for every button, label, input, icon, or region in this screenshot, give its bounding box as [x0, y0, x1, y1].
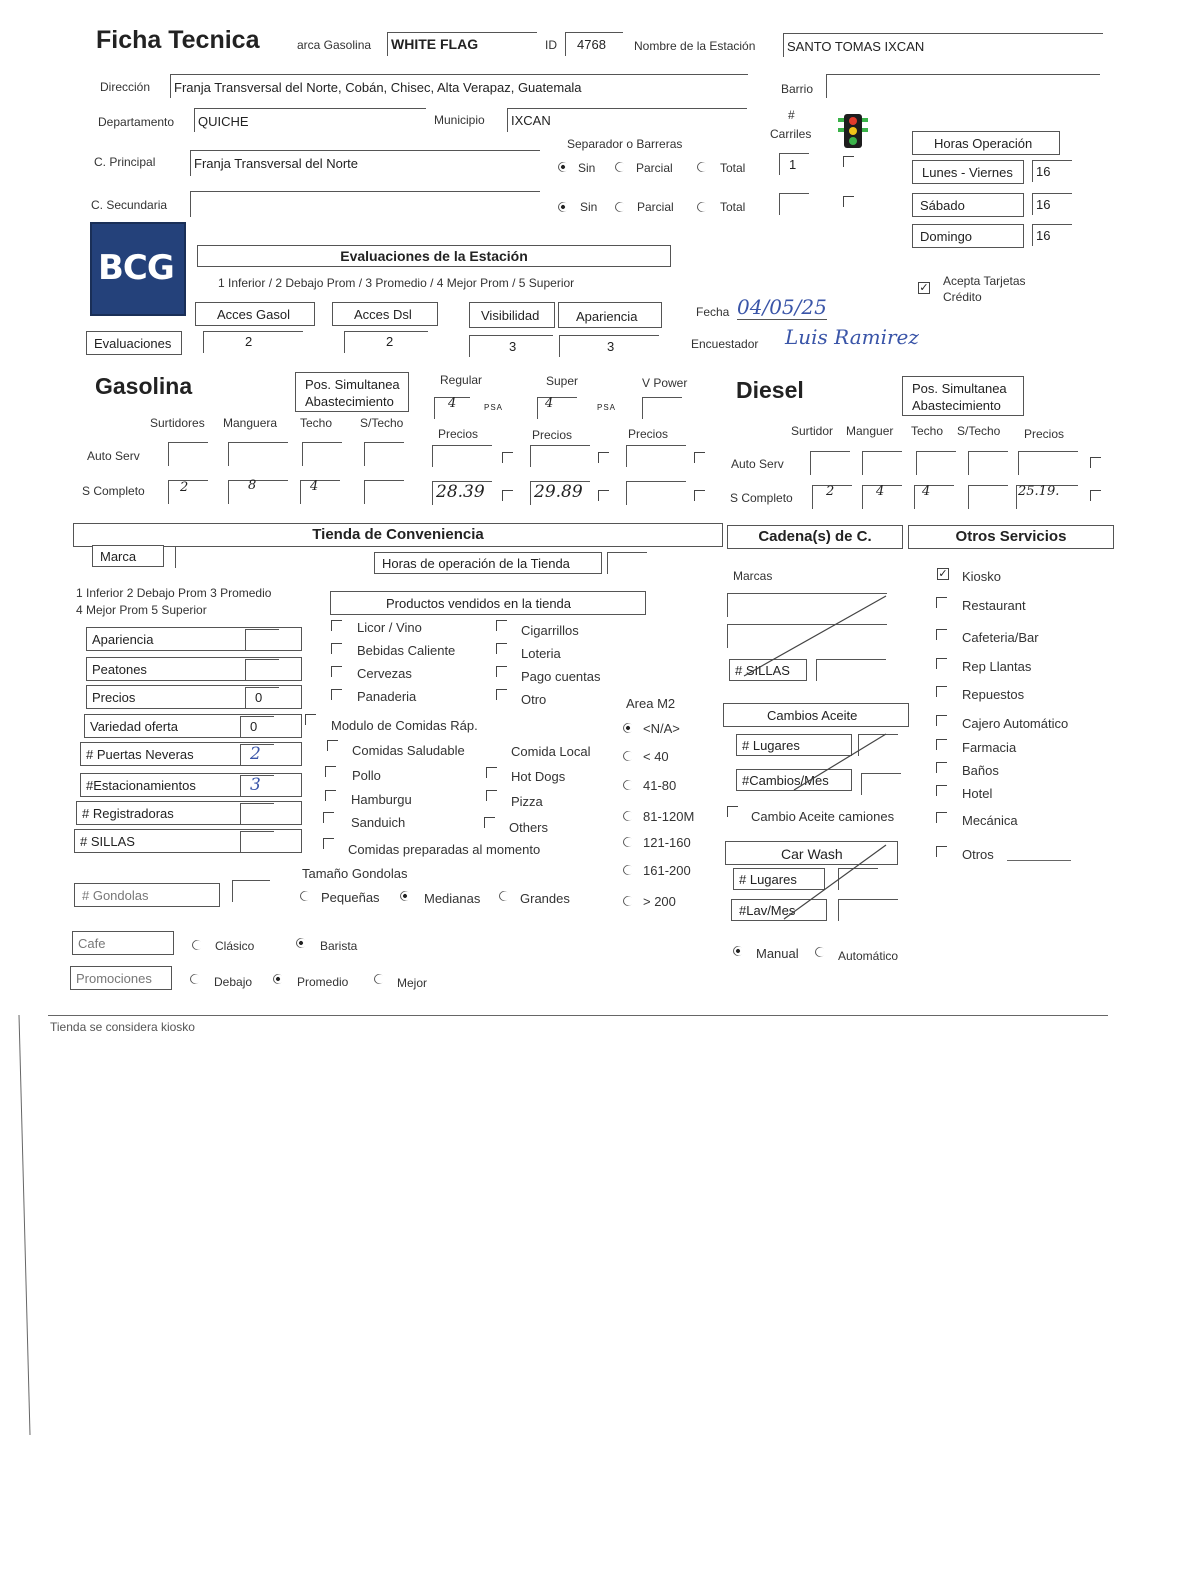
separador-label: Separador o Barreras	[567, 137, 683, 151]
gas-sc-super[interactable]	[530, 481, 590, 505]
traffic-light-icon	[838, 112, 868, 150]
rating-field-0[interactable]	[245, 629, 279, 651]
area-label-6: > 200	[643, 894, 676, 909]
automatico-radio[interactable]	[813, 945, 827, 959]
estacion-label: Nombre de la Estación	[634, 39, 756, 53]
marca-gasolina-label: arca Gasolina	[297, 38, 372, 52]
municipio-field[interactable]	[507, 108, 747, 132]
secundaria-total-label: Total	[720, 200, 746, 214]
rating-label-text: # SILLAS	[80, 834, 135, 849]
tienda-marca-label: Marca	[92, 545, 164, 567]
separador-sin-radio[interactable]	[556, 160, 570, 174]
tienda-title: Tienda de Conveniencia	[73, 523, 723, 547]
cadena-marcas-label: Marcas	[733, 569, 773, 583]
gas-as-super-cb[interactable]	[598, 452, 609, 463]
producto-b-label-0: Cigarrillos	[521, 623, 579, 638]
producto-a-cb-2[interactable]	[331, 666, 342, 677]
gas-sc-stecho[interactable]	[364, 480, 404, 504]
visibilidad-header: Visibilidad	[469, 302, 555, 328]
area-label-4: 121-160	[643, 835, 691, 850]
mejor-label: Mejor	[397, 976, 428, 990]
barista-radio[interactable]	[294, 936, 308, 950]
c-principal-field[interactable]	[190, 150, 540, 176]
rating-label-text: #Estacionamientos	[86, 778, 196, 793]
gas-sc-super-cb[interactable]	[598, 490, 609, 501]
pizza-label: Pizza	[511, 794, 543, 809]
gas-as-techo[interactable]	[302, 442, 342, 466]
producto-b-label-3: Otro	[521, 692, 547, 707]
carwash-title: Car Wash	[725, 841, 898, 865]
super-precios-header: Precios	[532, 428, 573, 442]
camiones-cb[interactable]	[727, 806, 738, 817]
tienda-horas-label: Horas de operación de la Tienda	[374, 552, 602, 574]
area-radio-1[interactable]	[621, 749, 635, 763]
otros-cb-6[interactable]	[936, 739, 947, 750]
apariencia-value: 3	[607, 339, 615, 354]
productos-title: Productos vendidos en la tienda	[330, 591, 646, 615]
cambios-mes-label: #Cambios/Mes	[736, 769, 852, 791]
barrio-label: Barrio	[781, 82, 814, 96]
evaluaciones-title: Evaluaciones de la Estación	[197, 245, 671, 267]
secundaria-parcial-radio[interactable]	[613, 200, 627, 214]
apariencia-header: Apariencia	[558, 302, 662, 328]
c-principal-value: Franja Transversal del Norte	[194, 156, 359, 171]
rating-label-text: # Puertas Neveras	[86, 747, 194, 762]
gas-as-surtidores[interactable]	[168, 442, 208, 466]
rating-field-6[interactable]	[240, 803, 274, 825]
tienda-scale-2: 4 Mejor Prom 5 Superior	[76, 603, 207, 617]
carriles-field[interactable]	[779, 153, 809, 175]
rating-value: 2	[250, 744, 261, 764]
debajo-radio[interactable]	[188, 972, 202, 986]
otros-cb-9[interactable]	[936, 812, 947, 823]
diesel-stecho-header: S/Techo	[957, 424, 1001, 438]
carriles-hash: #	[788, 108, 795, 122]
gas-sc-vpower-cb[interactable]	[694, 490, 705, 501]
area-label-3: 81-120M	[643, 809, 695, 824]
rating-field-1[interactable]	[245, 659, 279, 681]
horas-dom-field[interactable]	[1032, 224, 1072, 246]
regular-psa-label: PSA	[484, 403, 504, 412]
promedio-radio[interactable]	[271, 972, 285, 986]
carriles-label: Carriles	[770, 127, 812, 141]
surtidores-header: Surtidores	[150, 416, 205, 430]
visibilidad-value: 3	[509, 339, 517, 354]
super-psa-value: 4	[545, 396, 554, 411]
acces-gasol-header: Acces Gasol	[195, 302, 315, 326]
medianas-radio[interactable]	[398, 889, 412, 903]
gas-sc-regular-cb[interactable]	[502, 490, 513, 501]
techo-header: Techo	[300, 416, 333, 430]
horas-lv-label: Lunes - Viernes	[912, 160, 1024, 184]
rating-field-5[interactable]	[240, 775, 274, 797]
others-label: Others	[509, 820, 549, 835]
otros-label-2: Cafeteria/Bar	[962, 630, 1039, 645]
area-label-5: 161-200	[643, 863, 691, 878]
acces-dsl-field[interactable]	[344, 331, 428, 353]
producto-a-label-1: Bebidas Caliente	[357, 643, 456, 658]
vpower-psa-field[interactable]	[642, 397, 682, 419]
gas-as-vpower-cb[interactable]	[694, 452, 705, 463]
rating-label-text: # Registradoras	[82, 806, 174, 821]
notes-top-rule	[48, 1015, 1108, 1016]
manguera-header: Manguera	[223, 416, 278, 430]
dsl-sc-precio[interactable]	[1016, 485, 1078, 509]
horas-sab-field[interactable]	[1032, 193, 1072, 215]
dsl-as-manguer[interactable]	[862, 451, 902, 475]
mejor-radio[interactable]	[372, 972, 386, 986]
diesel-title: Diesel	[736, 377, 804, 403]
dsl-sc-surtidor[interactable]	[812, 485, 852, 509]
gas-sc-manguera[interactable]	[228, 480, 288, 504]
gas-as-regular-cb[interactable]	[502, 452, 513, 463]
gas-as-manguera[interactable]	[228, 442, 288, 466]
gondolas-label: # Gondolas	[74, 883, 220, 907]
tienda-scale-1: 1 Inferior 2 Debajo Prom 3 Promedio	[76, 586, 272, 600]
departamento-label: Departamento	[98, 115, 175, 129]
diesel-techo-header: Techo	[911, 424, 944, 438]
direccion-value: Franja Transversal del Norte, Cobán, Chisec, Alta Verapaz, Guatemala	[174, 80, 582, 95]
id-value: 4768	[577, 37, 606, 52]
hamburgu-cb[interactable]	[325, 790, 336, 801]
pollo-cb[interactable]	[325, 766, 336, 777]
automatico-label: Automático	[838, 949, 899, 963]
separador-sin-label: Sin	[578, 161, 596, 175]
otros-cb-10[interactable]	[936, 846, 947, 857]
otros-label-8: Hotel	[962, 786, 993, 801]
otros-cb-7[interactable]	[936, 762, 947, 773]
otros-label-4: Repuestos	[962, 687, 1025, 702]
horas-dom-value: 16	[1036, 228, 1051, 243]
apariencia-field[interactable]	[559, 335, 659, 357]
producto-b-label-2: Pago cuentas	[521, 669, 601, 684]
dsl-as-techo[interactable]	[916, 451, 956, 475]
dsl-sc-stecho[interactable]	[968, 485, 1008, 509]
dsl-sc-techo-value: 4	[922, 484, 931, 499]
otros-cb-4[interactable]	[936, 686, 947, 697]
producto-a-label-3: Panaderia	[357, 689, 417, 704]
separador-parcial-label: Parcial	[636, 161, 673, 175]
otros-label-0: Kiosko	[962, 569, 1002, 584]
otros-underline	[1007, 860, 1071, 861]
marca-gasolina-field[interactable]	[387, 32, 537, 56]
secundaria-total-radio[interactable]	[695, 200, 709, 214]
medianas-label: Medianas	[424, 891, 481, 906]
dsl-as-stecho[interactable]	[968, 451, 1008, 475]
producto-b-cb-0[interactable]	[496, 620, 507, 631]
producto-a-cb-0[interactable]	[331, 620, 342, 631]
dsl-as-cb[interactable]	[1090, 457, 1101, 468]
producto-a-cb-3[interactable]	[331, 689, 342, 700]
grandes-label: Grandes	[520, 891, 570, 906]
modulo-cb[interactable]	[305, 714, 316, 725]
dsl-as-surtidor[interactable]	[810, 451, 850, 475]
acces-gasol-field[interactable]	[203, 331, 303, 353]
debajo-label: Debajo	[214, 975, 253, 989]
estacion-value: SANTO TOMAS IXCAN	[787, 39, 925, 54]
otros-label-9: Mecánica	[962, 813, 1018, 828]
secundaria-carriles-field[interactable]	[779, 193, 809, 215]
evaluaciones-row-label: Evaluaciones	[86, 331, 182, 355]
producto-a-label-0: Licor / Vino	[357, 620, 422, 635]
gasolina-auto-serv-label: Auto Serv	[87, 449, 140, 463]
barista-label: Barista	[320, 939, 358, 953]
otros-label-10: Otros	[962, 847, 994, 862]
area-radio-5[interactable]	[621, 863, 635, 877]
gasolina-s-completo-label: S Completo	[82, 484, 145, 498]
encuestador-value[interactable]: Luis Ramirez	[785, 325, 919, 349]
diesel-manguer-header: Manguer	[846, 424, 894, 438]
preparadas-cb[interactable]	[323, 838, 334, 849]
dsl-sc-surtidor-value: 2	[826, 484, 835, 499]
area-radio-0[interactable]	[621, 721, 635, 735]
gas-as-vpower[interactable]	[626, 445, 686, 467]
gas-sc-techo[interactable]	[300, 480, 340, 504]
horas-dom-label: Domingo	[912, 224, 1024, 248]
hotdogs-label: Hot Dogs	[511, 769, 566, 784]
c-secundaria-label: C. Secundaria	[91, 198, 168, 212]
rating-value: 0	[255, 690, 263, 705]
secundaria-sin-label: Sin	[580, 200, 598, 214]
departamento-field[interactable]	[194, 108, 426, 132]
rating-label-text: Apariencia	[92, 632, 154, 647]
area-radio-3[interactable]	[621, 809, 635, 823]
acces-gasol-value: 2	[245, 334, 253, 349]
producto-a-cb-1[interactable]	[331, 643, 342, 654]
carwash-strike-icon	[780, 843, 890, 921]
gasolina-title: Gasolina	[95, 373, 193, 399]
departamento-value: QUICHE	[198, 114, 249, 129]
barrio-field[interactable]	[826, 74, 1100, 98]
lav-mes-label: #Lav/Mes	[731, 899, 827, 921]
area-radio-4[interactable]	[621, 835, 635, 849]
direccion-field[interactable]	[170, 74, 748, 98]
dsl-sc-manguer-value: 4	[876, 484, 885, 499]
super-psa-label: PSA	[597, 403, 617, 412]
camiones-label: Cambio Aceite camiones	[751, 809, 895, 824]
rating-label-text: Precios	[92, 690, 136, 705]
sanduich-label: Sanduich	[351, 815, 406, 830]
carwash-lugares-label: # Lugares	[733, 868, 825, 890]
secundaria-checkbox[interactable]	[843, 196, 854, 207]
area-title: Area M2	[626, 696, 676, 711]
others-cb[interactable]	[484, 817, 495, 828]
manual-radio[interactable]	[731, 944, 745, 958]
gasolina-vpower-label: V Power	[642, 376, 688, 390]
otros-label-6: Farmacia	[962, 740, 1017, 755]
area-label-1: < 40	[643, 749, 669, 764]
fecha-value[interactable]: 04/05/25	[737, 295, 827, 319]
producto-b-label-1: Loteria	[521, 646, 561, 661]
promociones-label: Promociones	[70, 966, 172, 990]
gas-sc-vpower[interactable]	[626, 481, 686, 505]
saludable-label: Comidas Saludable	[352, 743, 465, 758]
municipio-label: Municipio	[434, 113, 485, 127]
carriles-checkbox[interactable]	[843, 156, 854, 167]
gas-sc-surtidores[interactable]	[168, 480, 208, 504]
tienda-horas-field[interactable]	[607, 552, 647, 574]
diesel-pos-simultanea: Pos. Simultanea Abastecimiento	[902, 376, 1024, 416]
hotdogs-cb[interactable]	[486, 767, 497, 778]
otros-label-5: Cajero Automático	[962, 716, 1069, 731]
estacion-field[interactable]	[783, 33, 1103, 57]
saludable-cb[interactable]	[327, 740, 338, 751]
gasolina-regular-label: Regular	[440, 373, 483, 387]
rating-field-4[interactable]	[240, 744, 274, 766]
carriles-value: 1	[789, 157, 797, 172]
c-secundaria-field[interactable]	[190, 191, 540, 217]
notes-text[interactable]: Tienda se considera kiosko	[50, 1020, 195, 1034]
gas-as-stecho[interactable]	[364, 442, 404, 466]
pizza-cb[interactable]	[486, 790, 497, 801]
diesel-precios-header: Precios	[1024, 427, 1065, 441]
id-label: ID	[545, 38, 557, 52]
rating-label-text: Variedad oferta	[90, 719, 178, 734]
gasolina-super-label: Super	[546, 374, 579, 388]
pequenas-radio[interactable]	[298, 889, 312, 903]
gas-sc-regular-value: 28.39	[436, 482, 485, 502]
producto-b-cb-1[interactable]	[496, 643, 507, 654]
otros-cb-0[interactable]: ✓	[938, 568, 948, 580]
producto-a-label-2: Cervezas	[357, 666, 412, 681]
preparadas-label: Comidas preparadas al momento	[348, 842, 541, 857]
otros-cb-5[interactable]	[936, 715, 947, 726]
horas-lv-field[interactable]	[1032, 160, 1072, 182]
rating-value: 0	[250, 719, 258, 734]
cadena-title: Cadena(s) de C.	[727, 525, 903, 549]
horas-sab-value: 16	[1036, 197, 1051, 212]
tamano-label: Tamaño Gondolas	[302, 866, 408, 881]
rating-field-2[interactable]	[245, 687, 279, 709]
dsl-sc-cb[interactable]	[1090, 490, 1101, 501]
clasico-label: Clásico	[215, 939, 255, 953]
secundaria-sin-radio[interactable]	[556, 200, 570, 214]
gas-sc-regular[interactable]	[432, 481, 492, 505]
sanduich-cb[interactable]	[323, 812, 334, 823]
gas-sc-surtidores-value: 2	[180, 480, 189, 495]
regular-precios-header: Precios	[438, 427, 479, 441]
producto-b-cb-3[interactable]	[496, 689, 507, 700]
gas-sc-techo-value: 4	[310, 479, 319, 494]
dsl-as-precio[interactable]	[1018, 451, 1078, 475]
gasolina-pos-simultanea: Pos. Simultanea Abastecimiento	[295, 372, 409, 412]
notes-left-rule	[19, 1015, 31, 1435]
direccion-label: Dirección	[100, 80, 151, 94]
area-radio-6[interactable]	[621, 894, 635, 908]
separador-parcial-radio[interactable]	[613, 160, 627, 174]
clasico-radio[interactable]	[190, 938, 204, 952]
gas-sc-super-value: 29.89	[534, 482, 583, 502]
area-radio-2[interactable]	[621, 778, 635, 792]
comida-local-label: Comida Local	[511, 744, 591, 759]
cambios-strike-icon	[790, 732, 890, 792]
horas-sab-label: Sábado	[912, 193, 1024, 217]
horas-title: Horas Operación	[912, 131, 1060, 155]
otros-label-1: Restaurant	[962, 598, 1026, 613]
dsl-sc-manguer[interactable]	[862, 485, 902, 509]
cafe-label: Cafe	[72, 931, 174, 955]
secundaria-parcial-label: Parcial	[637, 200, 674, 214]
pequenas-label: Pequeñas	[321, 890, 380, 905]
diesel-surtidor-header: Surtidor	[791, 424, 834, 438]
rating-field-7[interactable]	[240, 831, 274, 853]
producto-b-cb-2[interactable]	[496, 666, 507, 677]
acces-dsl-header: Acces Dsl	[332, 302, 438, 326]
regular-psa-value: 4	[448, 396, 457, 411]
gas-as-regular[interactable]	[432, 445, 492, 467]
horas-lv-value: 16	[1036, 164, 1051, 179]
c-principal-label: C. Principal	[94, 155, 156, 169]
separador-total-radio[interactable]	[695, 160, 709, 174]
rating-field-3[interactable]	[240, 716, 274, 738]
cambios-lugares-label: # Lugares	[736, 734, 852, 756]
tienda-marca-field[interactable]	[175, 546, 365, 568]
fecha-label: Fecha	[696, 305, 730, 319]
stecho-header: S/Techo	[360, 416, 404, 430]
id-field[interactable]	[565, 32, 623, 56]
otros-cb-2[interactable]	[936, 629, 947, 640]
pollo-label: Pollo	[352, 768, 381, 783]
hamburgu-label: Hamburgu	[351, 792, 412, 807]
dsl-sc-precio-value: 25.19.	[1018, 484, 1060, 499]
tarjetas-label: Acepta Tarjetas Crédito	[943, 274, 1026, 304]
cadena-strike-icon	[740, 594, 890, 678]
cambios-title: Cambios Aceite	[723, 703, 909, 727]
acces-dsl-value: 2	[386, 334, 394, 349]
marca-gasolina-value: WHITE FLAG	[391, 36, 479, 52]
separador-total-label: Total	[720, 161, 746, 175]
super-psa-field[interactable]	[537, 397, 577, 419]
otros-cb-3[interactable]	[936, 658, 947, 669]
encuestador-label: Encuestador	[691, 337, 759, 351]
tarjetas-checkbox[interactable]: ✓	[919, 282, 929, 294]
gas-as-super[interactable]	[530, 445, 590, 467]
page-title: Ficha Tecnica	[96, 26, 260, 54]
otros-cb-8[interactable]	[936, 785, 947, 796]
visibilidad-field[interactable]	[469, 335, 553, 357]
grandes-radio[interactable]	[497, 889, 511, 903]
dsl-sc-techo[interactable]	[914, 485, 954, 509]
promedio-label: Promedio	[297, 975, 349, 989]
bcg-logo: BCG	[90, 222, 186, 316]
municipio-value: IXCAN	[511, 113, 551, 128]
gas-sc-manguera-value: 8	[248, 478, 257, 493]
vpower-precios-header: Precios	[628, 427, 669, 441]
otros-title: Otros Servicios	[908, 525, 1114, 549]
diesel-auto-serv-label: Auto Serv	[731, 457, 784, 471]
otros-cb-1[interactable]	[936, 597, 947, 608]
regular-psa-field[interactable]	[434, 397, 470, 419]
cadena-sillas-label: # SILLAS	[729, 659, 807, 681]
evaluaciones-scale: 1 Inferior / 2 Debajo Prom / 3 Promedio / 4 Mejor Prom / 5 Superior	[218, 276, 575, 290]
area-label-2: 41-80	[643, 778, 677, 793]
rating-value: 3	[250, 775, 261, 795]
area-label-0: <N/A>	[643, 721, 680, 736]
modulo-label: Modulo de Comidas Ráp.	[331, 718, 478, 733]
rating-label-text: Peatones	[92, 662, 147, 677]
otros-label-3: Rep Llantas	[962, 659, 1032, 674]
otros-label-7: Baños	[962, 763, 999, 778]
diesel-s-completo-label: S Completo	[730, 491, 793, 505]
manual-label: Manual	[756, 946, 799, 961]
gondolas-field[interactable]	[232, 880, 270, 902]
